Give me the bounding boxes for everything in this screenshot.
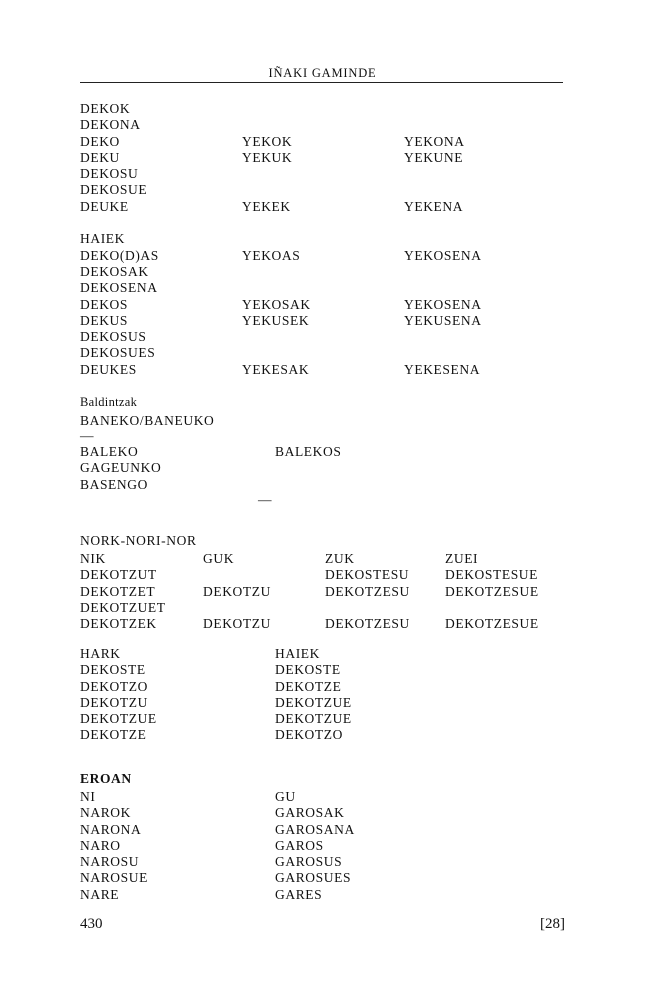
form-entry: GUK (203, 551, 235, 566)
form-entry: HAIEK (80, 231, 125, 247)
form-entry: DEKOSUES (80, 345, 156, 361)
nnn-column-3 (325, 551, 410, 632)
form-entry: GAROSUES (275, 870, 352, 886)
form-entry: NAROSU (80, 854, 140, 870)
form-entry (242, 182, 311, 198)
baldintzak-label: Baldintzak (80, 395, 138, 409)
baldintzak-first-form: BANEKO/BANEUKO (80, 413, 215, 428)
form-entry: HAIEK (275, 646, 320, 661)
running-title: IÑAKI GAMINDE (268, 66, 377, 80)
form-entry: GU (275, 789, 296, 804)
form-entry: DEKOTZET (80, 583, 156, 599)
form-entry (242, 280, 311, 296)
form-entry: DEKOSU (80, 166, 139, 182)
eroan-column-2 (275, 789, 355, 903)
form-entry: GARES (275, 886, 323, 902)
form-entry (404, 329, 482, 345)
form-entry: BASENGO (80, 476, 148, 492)
form-entry (242, 166, 311, 182)
form-entry (404, 182, 482, 198)
form-entry: YEKENA (404, 198, 464, 214)
form-entry: DEKU (80, 149, 120, 165)
form-entry: BALEKO (80, 444, 139, 459)
form-entry (404, 215, 482, 231)
form-entry (404, 345, 482, 361)
form-entry: DEKOTZESU (325, 583, 410, 599)
form-entry: DEKOSTESU (325, 567, 410, 583)
form-entry: DEKOSUE (80, 182, 148, 198)
form-entry: YEKESAK (242, 361, 310, 377)
form-entry: DEUKES (80, 361, 137, 377)
eroan-column-1 (80, 789, 148, 903)
form-entry: NIK (80, 551, 106, 566)
form-entry: DEKOTZESUE (445, 583, 539, 599)
form-entry: DEKOTZUE (275, 694, 352, 710)
form-entry (242, 101, 311, 117)
dash-right: — (258, 492, 273, 507)
form-entry (242, 264, 311, 280)
form-entry: DEKOTZUT (80, 567, 157, 583)
form-entry: NI (80, 789, 96, 804)
form-entry: YEKUSENA (404, 312, 482, 328)
nork-nori-nor-title: NORK-NORI-NOR (80, 533, 197, 548)
section1-column-2 (242, 101, 311, 378)
form-entry: ZUK (325, 551, 355, 566)
form-entry: DEKOTZEK (80, 616, 157, 632)
form-entry: YEKOSAK (242, 296, 311, 312)
form-entry: ZUEI (445, 551, 479, 566)
form-entry: DEKOTZU (80, 694, 148, 710)
form-entry (242, 345, 311, 361)
form-entry (404, 264, 482, 280)
haiek-column (275, 646, 352, 744)
form-entry: YEKUNE (404, 149, 464, 165)
form-entry: DEKOTZESUE (445, 616, 539, 632)
form-entry (404, 166, 482, 182)
form-entry: GAROSUS (275, 854, 343, 870)
form-entry: DEKONA (80, 117, 141, 133)
form-entry: DEKOTZE (275, 678, 342, 694)
form-entry (242, 215, 311, 231)
form-entry: HARK (80, 646, 121, 661)
form-entry: YEKONA (404, 133, 465, 149)
form-entry (242, 231, 311, 247)
dash-left: — (80, 428, 95, 443)
form-entry (242, 329, 311, 345)
nnn-column-1 (80, 551, 166, 632)
form-entry (404, 231, 482, 247)
form-entry: DEKOSTE (275, 662, 341, 678)
form-entry: NARONA (80, 821, 142, 837)
conditional-column-1 (80, 444, 161, 493)
form-entry: GAROSAK (275, 805, 345, 821)
form-entry: GAGEUNKO (80, 460, 162, 476)
form-entry: NARO (80, 837, 121, 853)
form-entry: DEKOTZO (275, 727, 343, 743)
form-entry: GAROSANA (275, 821, 355, 837)
form-entry (404, 280, 482, 296)
form-entry: DEKOS (80, 296, 129, 312)
form-entry: NAROK (80, 805, 132, 821)
section1-column-1 (80, 101, 159, 378)
form-entry: YEKUSEK (242, 312, 310, 328)
form-entry: DEKO (80, 133, 120, 149)
conditional-column-2: BALEKOS (275, 444, 342, 459)
form-entry: DEKOSAK (80, 263, 149, 279)
form-entry: DEKOTZO (80, 678, 148, 694)
form-entry: DEKOTZUE (80, 711, 157, 727)
form-entry: DEKOTZUET (80, 599, 166, 615)
form-entry: YEKOK (242, 133, 293, 149)
hark-column (80, 646, 157, 744)
form-entry (404, 101, 482, 117)
form-entry: DEKOSTE (80, 662, 146, 678)
form-entry: DEKOTZU (203, 616, 271, 632)
form-entry (445, 600, 539, 616)
form-entry (325, 600, 410, 616)
form-entry (242, 117, 311, 133)
eroan-title: EROAN (80, 771, 132, 786)
form-entry: NAROSUE (80, 870, 148, 886)
form-entry: DEKO(D)AS (80, 247, 159, 263)
form-entry (404, 117, 482, 133)
form-entry: YEKESENA (404, 361, 481, 377)
form-entry (80, 215, 159, 231)
form-entry: DEKUS (80, 312, 129, 328)
form-entry: DEKOK (80, 101, 131, 116)
form-entry (203, 600, 271, 616)
form-entry: DEKOTZU (203, 583, 271, 599)
form-entry: YEKOSENA (404, 247, 482, 263)
form-entry: YEKUK (242, 149, 293, 165)
form-entry: DEUKE (80, 198, 129, 214)
form-entry: DEKOSUS (80, 329, 147, 345)
form-entry: NARE (80, 886, 120, 902)
form-entry: DEKOTZUE (275, 711, 352, 727)
page-number: 430 (80, 916, 103, 932)
nnn-column-4 (445, 551, 539, 632)
form-entry: YEKEK (242, 198, 291, 214)
section1-column-3 (404, 101, 482, 378)
form-entry: DEKOTZESU (325, 616, 410, 632)
header-rule (80, 82, 563, 83)
nnn-column-2 (203, 551, 271, 632)
form-entry (203, 567, 271, 583)
form-entry: DEKOTZE (80, 727, 147, 743)
form-entry: DEKOSENA (80, 280, 158, 296)
form-entry: YEKOSENA (404, 296, 482, 312)
form-entry: DEKOSTESUE (445, 567, 538, 583)
form-entry: YEKOAS (242, 247, 301, 263)
form-entry: GAROS (275, 837, 324, 853)
bracket-number: [28] (540, 916, 565, 932)
